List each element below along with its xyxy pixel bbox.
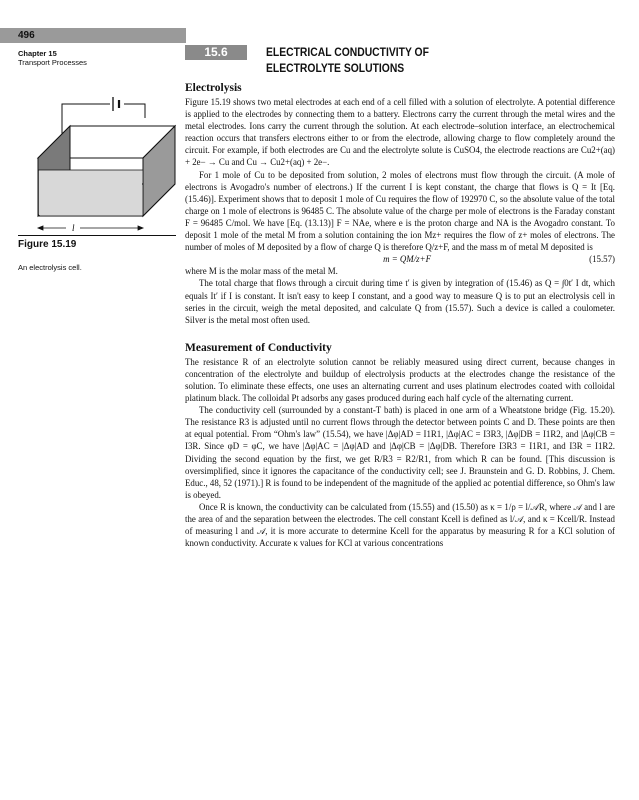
right-electrode — [143, 126, 175, 216]
length-arrow — [38, 226, 143, 230]
running-head-title: Transport Processes — [18, 58, 87, 67]
body-text — [185, 81, 615, 549]
figure-caption: An electrolysis cell. — [18, 263, 82, 272]
figure-rule — [18, 235, 176, 236]
solution-fill — [38, 170, 143, 215]
electrolysis-cell-figure — [18, 88, 176, 238]
paragraph: The conductivity cell (surrounded by a constant-T bath) is placed in one arm of a Wheatstone bridge (Fig. 15.20). The resistance R3 is adjusted until no current flows through the detector between points C and D. These points are then at equal potential. From “Ohm's law” (15.54), we have |Δφ|AD = I1R1, |Δφ|AC = I3R3, |Δφ|DB = I1R2, and |Δφ|CB = I3R. Since φD = φC, we have |Δφ|AC = |Δφ|AD and |Δφ|CB = |Δφ|DB. Therefore I3R3 = I1R1, and I3R = I1R2. Dividing the second equation by the first, we get R/R3 = R2/R1, from which R can be found. [This discussion is oversimplified, since it ignores the capacitance of the conductivity cell; see J. Braunstein and G. D. Robbins, J. Chem. Educ., 48, 52 (1971).] R is found to be independent of the magnitude of the applied ac potential difference, so Ohm's law is obeyed. — [185, 405, 615, 500]
section-title-line1: ELECTRICAL CONDUCTIVITY OF — [266, 47, 429, 59]
heading-electrolysis: Electrolysis — [185, 82, 242, 94]
equation-text: m = QM/z+F — [383, 254, 432, 265]
section-number: 15.6 — [204, 45, 228, 59]
section-number-box — [185, 45, 247, 60]
equation-number: (15.57) — [589, 254, 615, 265]
paragraph: Figure 15.19 shows two metal electrodes at each end of a cell filled with a solution of electrolyte. A potential difference is applied to the electrodes by connecting them to a battery. Electrons carry the current through the metal wires and the metal electrodes. Ions carry the current through the solution. At each electrode–solution interface, an electrochemical reaction occurs that transfers electrons either to or from the electrode, allowing charge to flow completely around the circuit. For example, if both electrodes are Cu and the electrolyte solute is CuSO4, the electrode reactions are Cu2+(aq) + 2e− → Cu and Cu → Cu2+(aq) + 2e−. — [185, 97, 615, 168]
paragraph: For 1 mole of Cu to be deposited from solution, 2 moles of electrons must flow through the circuit. (A mole of electrons is Avogadro's number of electrons.) If the current I is kept constant, the charge that flows is Q = It [Eq. (15.46)]. Experiment shows that to deposit 1 mole of Cu requires the flow of 192970 C, so the absolute value of the total charge on 1 mole of electrons is 96485 C. The absolute value of the charge per mole of electrons is the Faraday constant F = 96485 C/mol. We have [Eq. (13.13)] F = NAe, where e is the proton charge and NA is the Avogadro constant. To deposit 1 mole of the metal M from a solution containing the ion Mz+ requires the flow of z+ moles of electrons. The number of moles of M deposited by a flow of charge Q is therefore Q/z+F, and the mass m of metal M deposited is — [185, 169, 615, 253]
section-title — [266, 45, 464, 77]
section-title-line2: ELECTROLYTE SOLUTIONS — [266, 63, 405, 75]
paragraph: The resistance R of an electrolyte solution cannot be reliably measured using direct current, because changes in concentration of the electrolyte and buildup of electrolysis products at the electrodes change the resistance of the solution. To eliminate these effects, one uses an alternating current and uses platinum electrodes coated with colloidal platinum black. The colloidal Pt adsorbs any gases produced during each half cycle of the alternating current. — [185, 356, 615, 404]
length-label: l — [72, 223, 75, 233]
circuit-wires — [62, 104, 145, 140]
running-head — [18, 49, 87, 67]
paragraph: where M is the molar mass of the metal M. — [185, 266, 338, 277]
paragraph: The total charge that flows through a circuit during time t′ is given by integration of (15.46) as Q = ∫0t′ I dt, which equals It′ if I is constant. It isn't easy to keep I constant, and a good way to measure Q is to put an electrolysis cell in series in the circuit, weigh the metal deposited, and calculate Q from (15.57). Such a device is called a coulometer. Silver is the metal most often used. — [185, 278, 615, 325]
battery-icon — [113, 97, 119, 111]
heading-measurement-of-conductivity: Measurement of Conductivity — [185, 341, 332, 354]
running-head-chapter: Chapter 15 — [18, 49, 57, 58]
page-number-bar — [0, 28, 186, 43]
equation-15-57 — [185, 253, 615, 265]
paragraph: Once R is known, the conductivity can be calculated from (15.55) and (15.50) as κ = 1/ρ = l/𝒜R, where 𝒜 and l are the area of and the separation between the electrodes. The cell constant Kcell is defined as l/𝒜, and κ = Kcell/R. Instead of measuring l and 𝒜, it is more accurate to determine Kcell for the apparatus by measuring R for a KCl solution of known conductivity. Accurate κ values for KCl at various concentrations — [185, 501, 615, 549]
figure-label: Figure 15.19 — [18, 239, 77, 250]
page-number: 496 — [18, 30, 35, 41]
